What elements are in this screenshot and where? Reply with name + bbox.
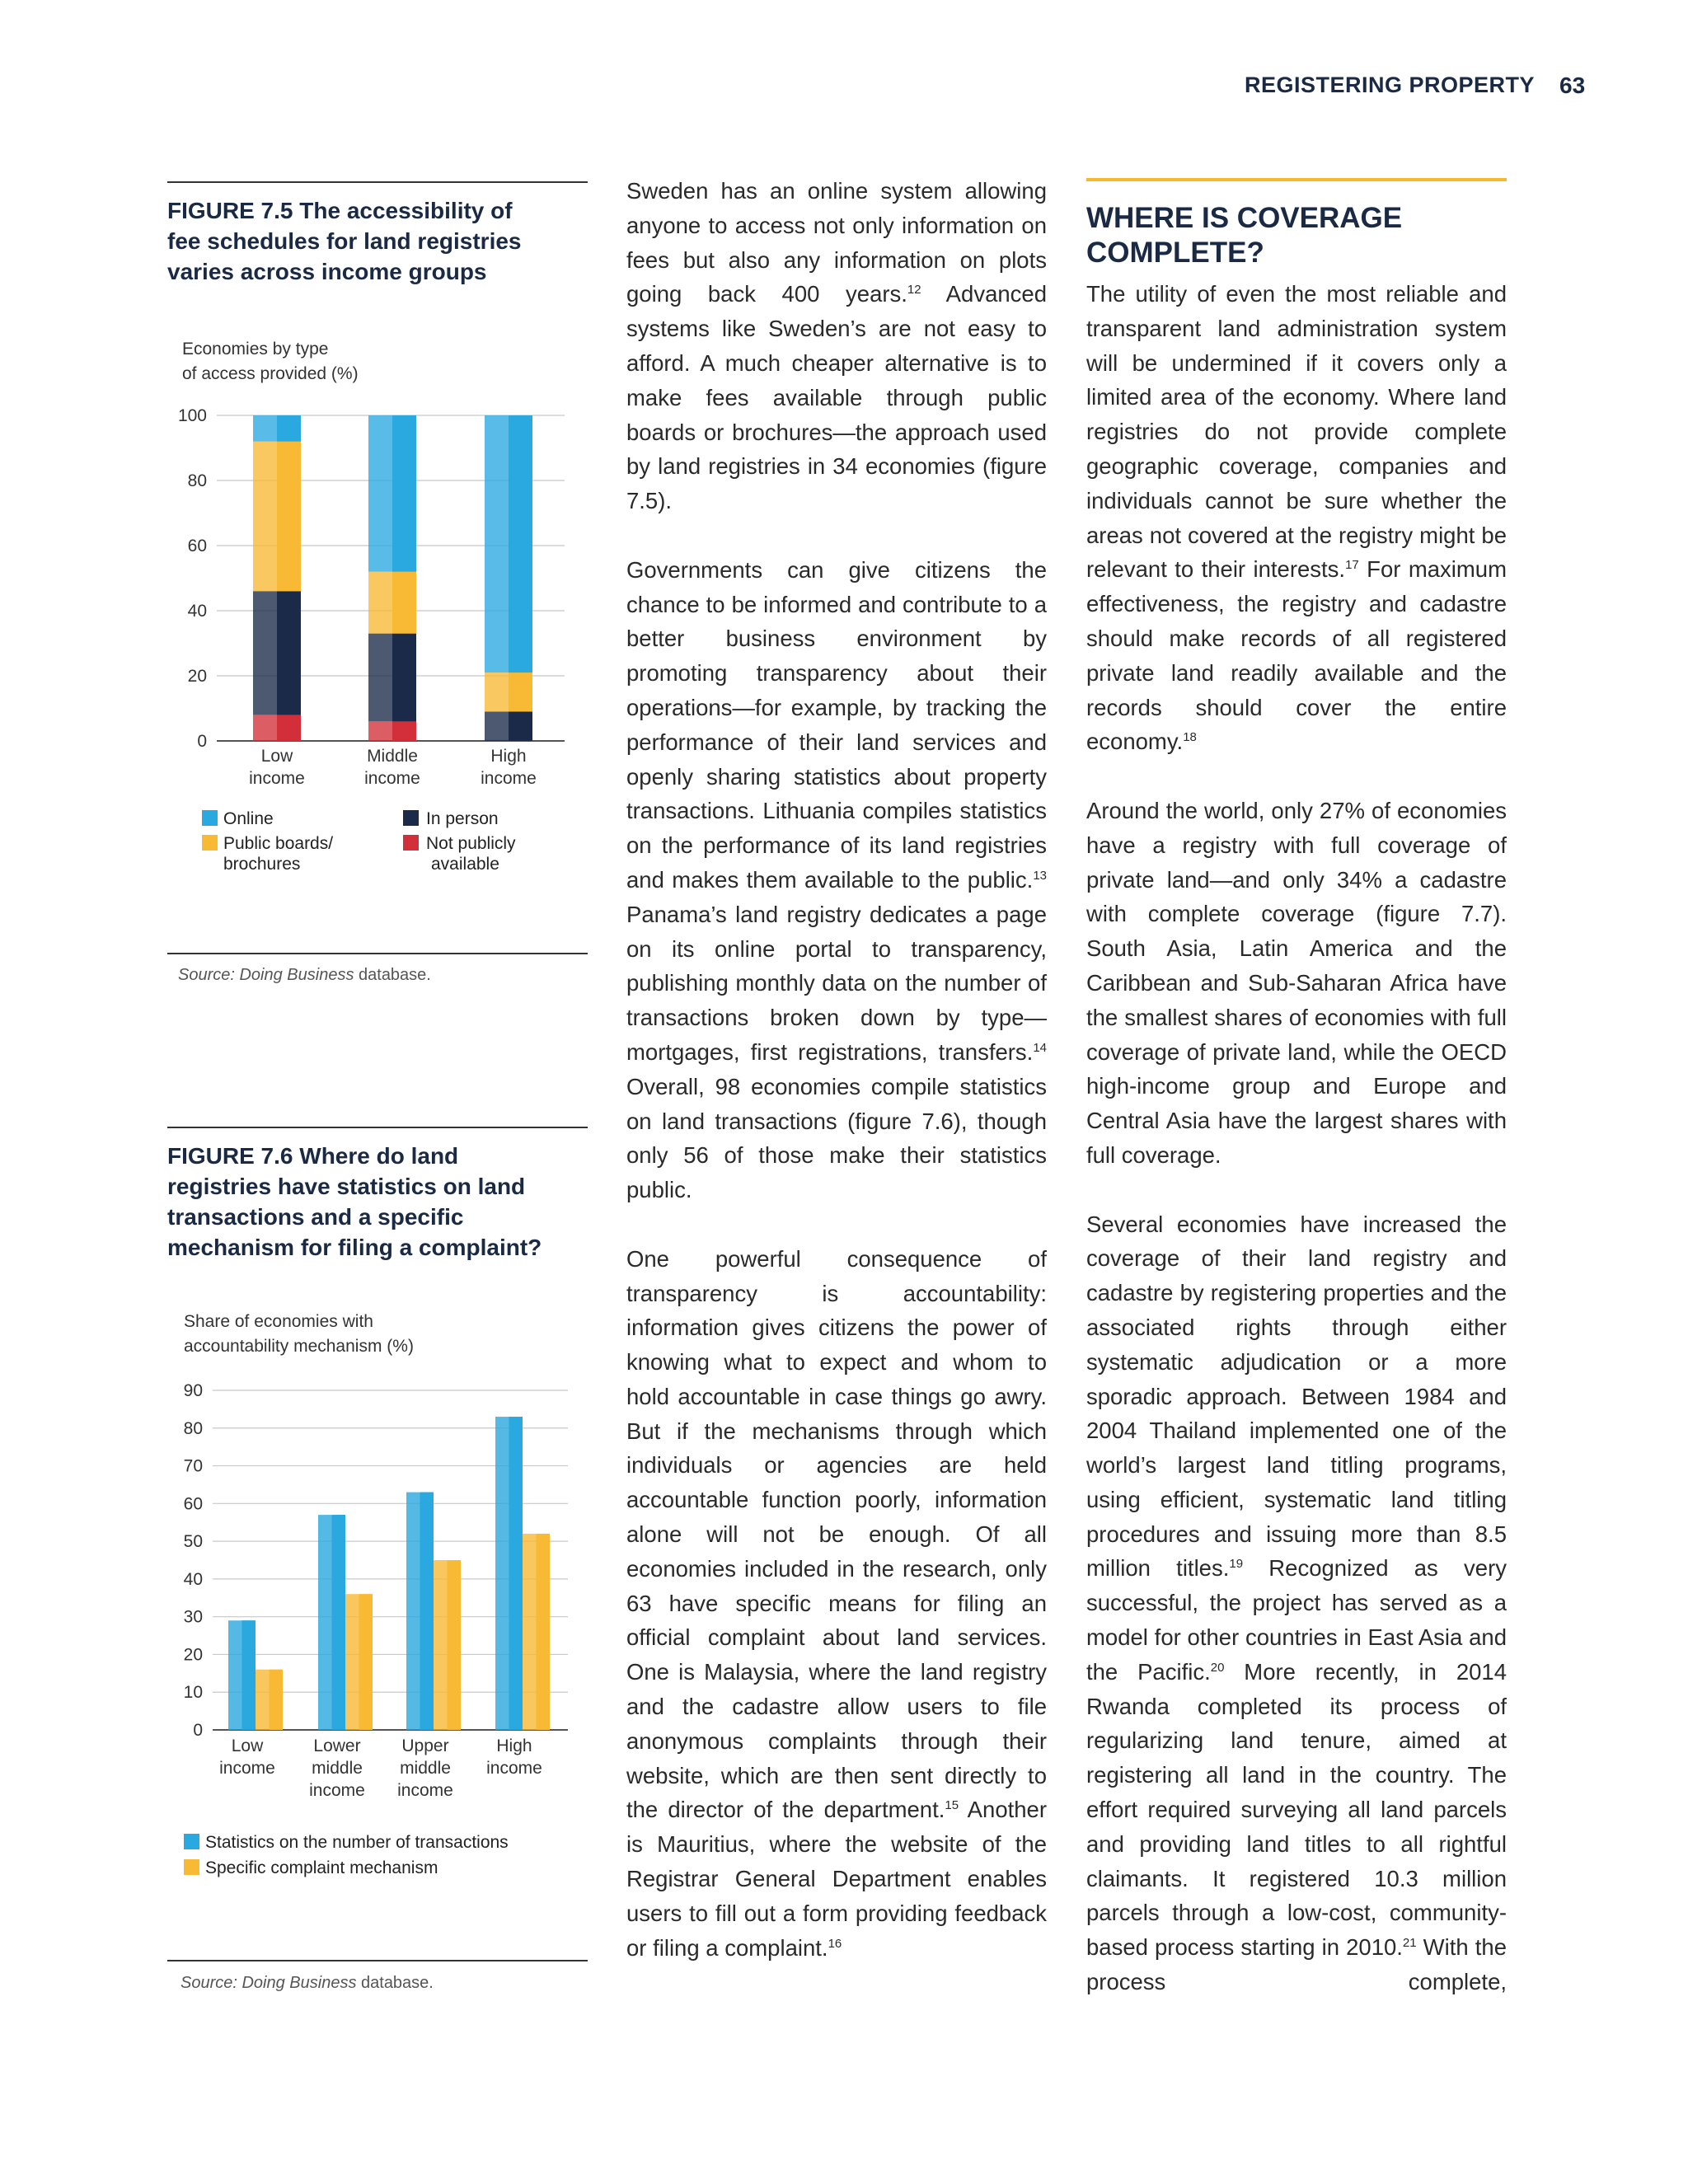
x-category-label: income bbox=[249, 769, 305, 788]
bar-shade bbox=[332, 1515, 346, 1730]
figure-7-5-bottom-rule bbox=[167, 953, 588, 954]
y-tick-label: 10 bbox=[183, 1683, 203, 1703]
legend-label-public-boards-1: Public boards/ bbox=[223, 834, 334, 853]
figure-7-6-source bbox=[181, 1974, 434, 1993]
middle-paragraph-2: Governments can give citizens the chance to be informed and contribute to a better business environment by promoting transparency about their operations—for example, by tracking the performance of their land services and openly sharing statistics about property transactions. Lithuania compiles statistics on the performance of its land registries and makes them available to the public.$^{13}$ Panama’s land registry dedicates a page on its online portal to transparency, publishing monthly data on the number of transactions broken down by type—mortgages, first registrations, transfers.$^{14}$ Overall, 98 economies compile statistics on land transactions (figure 7.6), though only 56 of those make their statistics public. bbox=[626, 556, 1047, 1203]
bar-shade bbox=[537, 1534, 551, 1730]
legend-label-in-person: In person bbox=[426, 809, 499, 828]
middle-column bbox=[626, 174, 1047, 1965]
x-category-label: income bbox=[486, 1759, 542, 1778]
figure-7-6-chart bbox=[167, 1302, 588, 1879]
figure-7-6-bottom-rule bbox=[167, 1960, 588, 1961]
bar-segment-shade bbox=[277, 415, 301, 442]
bar-segment-shade bbox=[277, 442, 301, 592]
source-italic: Source: Doing Business bbox=[178, 966, 354, 984]
y-tick-label: 60 bbox=[187, 537, 207, 555]
source-italic: Source: Doing Business bbox=[181, 1974, 357, 1992]
y-tick-label: 40 bbox=[187, 602, 207, 621]
x-category-label: income bbox=[309, 1781, 365, 1800]
y-tick-label: 30 bbox=[183, 1607, 203, 1627]
bar-segment-shade bbox=[392, 721, 416, 741]
x-category-label: income bbox=[397, 1781, 453, 1800]
right-paragraph-2: Around the world, only 27% of economies have a registry with full coverage of private land—and only 34% a cadastre with complete coverage (figure 7.7). South Asia, Latin America and the Caribbean and Sub-Saharan Africa have the smallest shares of economies with full coverage of private land, while the OECD high-income group and Europe and Central Asia have the largest shares with full coverage. bbox=[1086, 797, 1507, 1168]
legend-label-online: Online bbox=[223, 809, 274, 828]
bar-segment-shade bbox=[509, 711, 532, 741]
bar-segment-shade bbox=[392, 634, 416, 722]
source-rest: database. bbox=[356, 1974, 434, 1992]
bar-shade bbox=[242, 1620, 256, 1730]
middle-paragraph-1: Sweden has an online system allowing anyone to access not only information on fees but also any information on plots going back 400 years.$^{12}$ Advanced systems like Sweden’s are not easy to afford. A much cheaper alternative is to make fees available through public boards or brochures—the approach used by land registries in 34 economies (figure 7.5). bbox=[626, 178, 1047, 514]
x-category-label: income bbox=[364, 769, 420, 788]
x-category-label: middle bbox=[312, 1759, 363, 1778]
middle-paragraph-3: One powerful consequence of transparency is accountability: information gives citizens the power of knowing what to expect and whom to hold accountable in case things go awry. But if the mechanisms through which individuals or agencies are held accountable function poorly, information alone will not be enough. Of all economies included in the research, only 63 have specific means for filing an official complaint about land services. One is Malaysia, where the land registry and the cadastre allow users to file anonymous complaints through their website, which are then sent directly to the director of the department.$^{15}$ Another is Mauritius, where the website of the Registrar General Department enables users to fill out a form providing feedback or filing a complaint.$^{16}$ bbox=[626, 1245, 1047, 1961]
x-category-label: Lower bbox=[313, 1736, 361, 1755]
y-tick-label: 0 bbox=[197, 732, 207, 751]
fig76-ylabel-line2: accountability mechanism (%) bbox=[184, 1337, 414, 1356]
legend-label-not-public-1: Not publicly bbox=[426, 834, 516, 853]
bar-shade bbox=[420, 1493, 434, 1730]
y-tick-label: 70 bbox=[183, 1456, 203, 1476]
bar-shade bbox=[448, 1560, 462, 1730]
y-tick-label: 80 bbox=[187, 471, 207, 490]
figure-7-5-top-rule bbox=[167, 181, 588, 183]
bar-segment-shade bbox=[392, 572, 416, 634]
legend-label-public-boards-2: brochures bbox=[223, 855, 301, 874]
section-heading: WHERE IS COVERAGE COMPLETE? bbox=[1086, 202, 1403, 269]
source-rest: database. bbox=[354, 966, 431, 984]
legend-label-complaint: Specific complaint mechanism bbox=[205, 1858, 438, 1877]
bar-segment-shade bbox=[509, 415, 532, 673]
sidebar-gold-rule bbox=[1086, 178, 1507, 181]
fig76-ylabel-line1: Share of economies with bbox=[184, 1312, 373, 1331]
legend-label-statistics: Statistics on the number of transactions bbox=[205, 1833, 509, 1852]
bar-segment-shade bbox=[509, 673, 532, 711]
fig75-ylabel-line1: Economies by type bbox=[182, 340, 329, 359]
page-number: 63 bbox=[1559, 73, 1586, 98]
figure-7-5-source bbox=[178, 966, 431, 985]
figure-7-6-title: FIGURE 7.6 Where do land registries have statistics on land transactions and a specific mechanism for filing a complaint? bbox=[167, 1143, 542, 1260]
bar-segment-shade bbox=[277, 715, 301, 741]
bar-shade bbox=[359, 1594, 373, 1730]
figure-7-5-chart bbox=[167, 330, 588, 890]
figure-7-6-top-rule bbox=[167, 1127, 588, 1128]
fig75-ylabel-line2: of access provided (%) bbox=[182, 364, 359, 383]
right-paragraph-3: Several economies have increased the coverage of their land registry and cadastre by registering properties and the associated rights through either systematic adjudication or a more sporadic approach. Between 1984 and 2004 Thailand implemented one of the world’s largest land titling programs, using efficient, systematic land titling procedures and issuing more than 8.5 million titles.$^{19}$ Recognized as very successful, the project has served as a model for other countries in East Asia and the Pacific.$^{20}$ More recently, in 2014 Rwanda completed its process of regularizing land tenure, aimed at registering all land in the country. The effort required surveying all land parcels and providing land titles to all rightful claimants. It registered 10.3 million parcels through a low-cost, community-based process starting in 2010.21 With the process complete, bbox=[1086, 1211, 1507, 1995]
legend-label-not-public-2: available bbox=[431, 855, 499, 874]
legend-swatch-online bbox=[202, 810, 218, 826]
x-category-label: Low bbox=[231, 1736, 264, 1755]
legend-swatch-statistics bbox=[184, 1834, 199, 1849]
legend-swatch-not-public bbox=[403, 835, 419, 851]
x-category-label: middle bbox=[400, 1759, 451, 1778]
y-tick-label: 80 bbox=[183, 1418, 203, 1438]
x-category-label: Low bbox=[260, 747, 293, 766]
right-paragraph-1: The utility of even the most reliable and transparent land administration system will be undermined if it covers only a limited area of the economy. Where land registries do not provide complete geographic coverage, companies and individuals cannot be sure whether the areas not covered at the registry might be relevant to their interests.$^{17}$ For maximum effectiveness, the registry and cadastre should make records of all registered private land readily available and the records should cover the entire economy.$^{18}$ bbox=[1086, 281, 1507, 755]
x-category-label: income bbox=[481, 769, 537, 788]
legend-swatch-complaint bbox=[184, 1859, 199, 1875]
y-tick-label: 90 bbox=[183, 1381, 203, 1400]
x-category-label: Upper bbox=[401, 1736, 449, 1755]
y-tick-label: 20 bbox=[187, 667, 207, 686]
bar-shade bbox=[509, 1417, 523, 1730]
legend-swatch-in-person bbox=[403, 810, 419, 826]
x-category-label: Middle bbox=[367, 747, 418, 766]
x-category-label: income bbox=[219, 1759, 275, 1778]
y-tick-label: 60 bbox=[183, 1494, 203, 1514]
x-category-label: High bbox=[490, 747, 527, 766]
bar-shade bbox=[270, 1670, 284, 1730]
running-header: REGISTERING PROPERTY bbox=[1245, 73, 1536, 97]
y-tick-label: 0 bbox=[193, 1721, 203, 1740]
y-tick-label: 100 bbox=[177, 406, 207, 425]
y-tick-label: 20 bbox=[183, 1645, 203, 1665]
x-category-label: High bbox=[496, 1736, 532, 1755]
bar-segment-shade bbox=[277, 591, 301, 715]
y-tick-label: 50 bbox=[183, 1532, 203, 1552]
bar-segment-shade bbox=[392, 415, 416, 572]
right-column bbox=[1086, 277, 1507, 1999]
legend-swatch-public-boards bbox=[202, 835, 218, 851]
y-tick-label: 40 bbox=[183, 1569, 203, 1589]
figure-7-5-title: FIGURE 7.5 The accessibility of fee schedules for land registries varies across income groups bbox=[167, 198, 522, 284]
